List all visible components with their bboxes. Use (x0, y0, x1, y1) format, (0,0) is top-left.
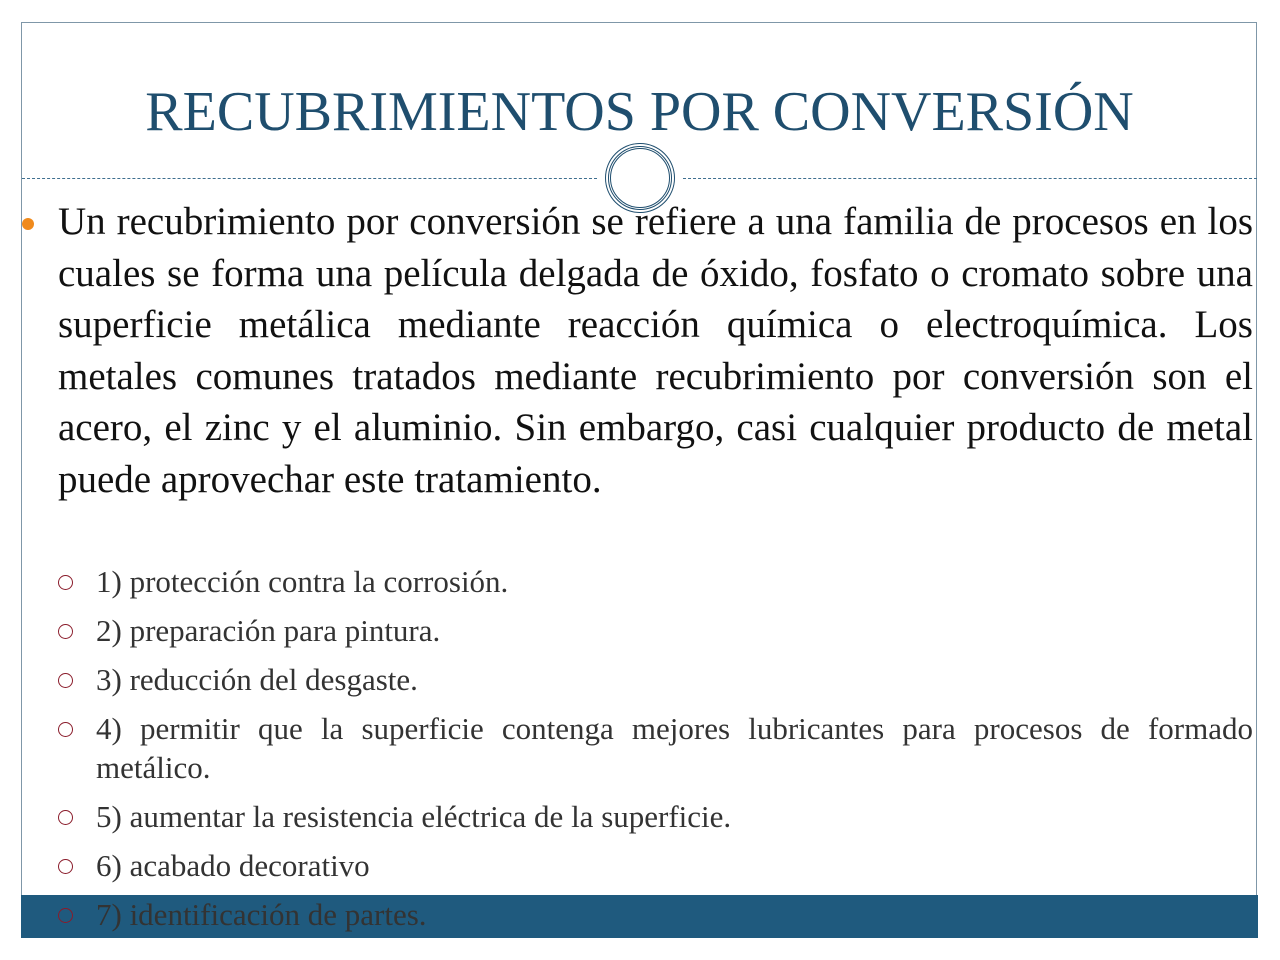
slide-title: RECUBRIMIENTOS POR CONVERSIÓN (145, 81, 1134, 143)
circle-bullet-icon (58, 810, 73, 825)
list-item-text: 2) preparación para pintura. (96, 613, 441, 648)
list-item-text: 6) acabado decorativo (96, 848, 370, 883)
list-item (58, 797, 1253, 836)
list-item (58, 846, 1253, 885)
circle-bullet-icon (58, 908, 73, 923)
circle-bullet-icon (58, 575, 73, 590)
circle-bullet-icon (58, 624, 73, 639)
circle-bullet-icon (58, 722, 73, 737)
list-item-text: 3) reducción del desgaste. (96, 662, 418, 697)
title-divider-right (683, 178, 1257, 179)
list-item-text: 7) identificación de partes. (96, 897, 427, 932)
circle-bullet-icon (58, 859, 73, 874)
list-item-text: 5) aumentar la resistencia eléctrica de la superficie. (96, 799, 732, 834)
sub-bullet-list (58, 562, 1253, 944)
list-item (58, 660, 1253, 699)
list-item (58, 611, 1253, 650)
main-paragraph: Un recubrimiento por conversión se refiere a una familia de procesos en los cuales se forma una película delgada de óxido, fosfato o cromato sobre una superficie metálica mediante reacción química o electroquímica. Los metales comunes tratados mediante recubrimiento por conversión son el acero, el zinc y el aluminio. Sin embargo, casi cualquier producto de metal puede aprovechar este tratamiento. (58, 200, 1253, 501)
list-item (58, 895, 1253, 934)
list-item (58, 562, 1253, 601)
bullet-dot-icon (22, 218, 34, 230)
list-item-text: 4) permitir que la superficie contenga mejores lubricantes para procesos de formado metálico. (96, 711, 1253, 785)
circle-bullet-icon (58, 673, 73, 688)
list-item-text: 1) protección contra la corrosión. (96, 564, 509, 599)
title-divider-left (22, 178, 597, 179)
list-item (58, 709, 1253, 787)
